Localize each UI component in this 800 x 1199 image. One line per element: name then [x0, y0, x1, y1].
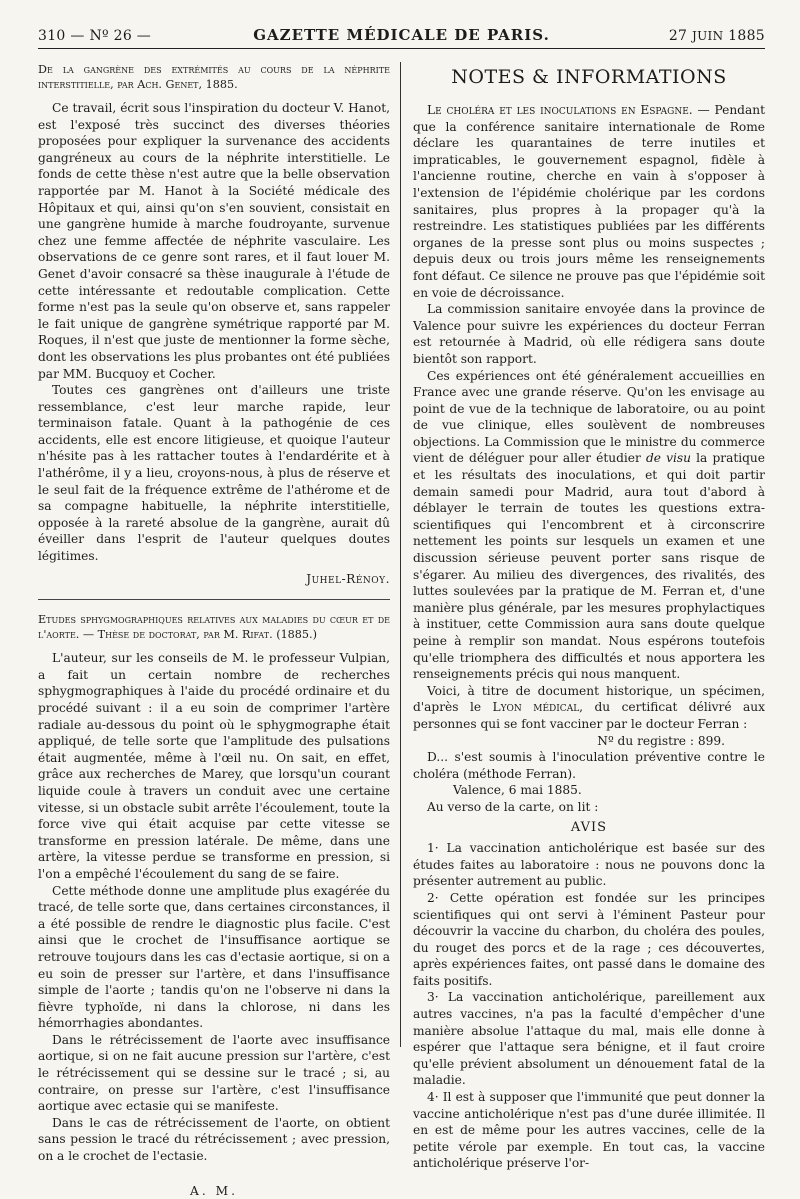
- paragraph: Voici, à titre de document historique, un spécimen, d'après le Lyon médical, du certificat délivré aux personnes qui se font vacciner par le docteur Ferran :: [413, 683, 765, 731]
- avis-item: 1· La vaccination anticholérique est basée sur des études faites au laboratoire : nous ne pouvons donc la présenter autrement au public.: [413, 841, 765, 889]
- avis-item: 2· Cette opération est fondée sur les principes scientifiques qui ont servi à l'éminent Pasteur pour découvrir la vaccine du charbon, du choléra des poules, du rouget des porcs et de la rage ; ces découvertes, après expériences faites, ont passé dans le domaine des faits positifs.: [413, 890, 765, 988]
- newspaper-page: [38, 22, 766, 1198]
- paragraph: L'auteur, sur les conseils de M. le professeur Vulpian, a fait un certain nombre de recherches sphygmographiques à l'aide du procédé ordinaire et du procédé suivant : il a eu soin de comprimer l'artère radiale au-dessous du point où le sphygmographe était appliqué, de telle sorte que l'amplitude des pulsations était augmentée, même à l'œil nu. On sait, en effet, grâce aux recherches de Marey, que lorsqu'un courant liquide coule à travers un conduit avec une certaine vitesse, si un obstacle subit arrête l'écoulement, toute la force vive qui était acquise par cette vitesse se transforme en pression latérale. De même, dans une artère, la vitesse perdue se transforme en pression, si l'on a empêché l'écoulement du sang de se faire.: [38, 651, 390, 881]
- registry-number: Nº du registre : 899.: [597, 733, 725, 748]
- page-number: 310 — Nº 26 —: [38, 28, 152, 44]
- paragraph: Le choléra et les inoculations en Espagne. — Pendant que la conférence sanitaire internationale de Rome déclare les quarantaines de terre inutiles et impraticables, le gouvernement espagnol, fidèle à l'ancienne routine, cherche en vain à s'opposer à l'extension de l'épidémie cholérique par les cordons sanitaires, plus propres à la propager qu'à la restreindre. Les statistiques publiées par les différents organes de la presse sont plus ou moins suspectes ; depuis deux ou trois jours même les renseignements font défaut. Ce silence ne prouve pas que l'épidémie soit en voie de décroissance.: [413, 103, 766, 300]
- avis-item: 3· La vaccination anticholérique, pareillement aux autres vaccines, n'a pas la faculté d'empêcher d'une manière absolue l'attaque du mal, mais elle donne à espérer que l'attaque sera bénigne, et il faut croire qu'elle prévient absolument un dénouement fatal de la maladie.: [413, 990, 765, 1088]
- signature: A. M.: [190, 1183, 238, 1198]
- place-date: Valence, 6 mai 1885.: [453, 783, 582, 798]
- issue-date: 27 JUIN 1885: [668, 28, 765, 44]
- paragraph: Dans le cas de rétrécissement de l'aorte, on obtient sans pession le tracé du rétrécissement ; avec pression, on a le crochet de l'ectasie.: [38, 1115, 390, 1164]
- paragraph: Toutes ces gangrènes ont d'ailleurs une triste ressemblance, c'est leur marche rapide, leur terminaison fatale. Quant à la pathogénie de ces accidents, elle est encore litigieuse, et quoique l'auteur n'hésite pas à les rattacher toutes à l'endardérite et à l'athérôme, il y a lieu, croyons-nous, à plus de réserve et le seul fait de la fréquence extrême de l'athérome et de sa compagne habituelle, la néphrite interstitielle, opposée à la rareté absolue de la gangrène, aurait dû éveiller dans l'esprit de l'auteur quelques doutes légitimes.: [38, 383, 390, 564]
- journal-title: GAZETTE MÉDICALE DE PARIS.: [253, 26, 550, 44]
- item-title: Le choléra et les inoculations en Espagne.: [427, 103, 693, 117]
- right-column: [413, 62, 766, 1171]
- section-title: NOTES & INFORMATIONS: [451, 66, 727, 88]
- avis-heading: AVIS: [570, 819, 608, 835]
- signature: Juhel-Rénoy.: [306, 571, 390, 586]
- paragraph: La commission sanitaire envoyée dans la province de Valence pour suivre les expériences du docteur Ferran est retournée à Madrid, où elle rédigera sans doute bientôt son rapport.: [413, 302, 765, 366]
- article-title: De la gangrène des extrémités au cours de la néphrite interstitielle, par Ach. Genet, 1885.: [38, 63, 390, 91]
- left-column: [38, 62, 390, 1198]
- paragraph: Ce travail, écrit sous l'inspiration du docteur V. Hanot, est l'exposé très succinct des diverses théories proposées pour expliquer la survenance des accidents gangréneux au cours de la néphrite interstitielle. Le fonds de cette thèse n'est autre que la belle observation rapportée par M. Hanot à la Société médicale des Hôpitaux et qui, ainsi qu'on s'en souvient, consistait en une gangrène humide à marche foudroyante, survenue chez une femme affectée de néphrite vasculaire. Les observations de ce genre sont rares, et il faut louer M. Genet d'avoir consacré sa thèse inaugurale à l'étude de cette intéressante et redoutable complication. Cette forme n'est pas la seule qu'on observe et, sans rappeler le fait unique de gangrène symétrique rapporté par M. Roques, il n'est que juste de mentionner la forme sèche, dont les observations les plus probantes ont été publiées par MM. Bucquoy et Cocher.: [38, 101, 390, 381]
- column-rule: [400, 62, 401, 1047]
- columns: [38, 62, 766, 1198]
- avis-item: 4· Il est à supposer que l'immunité que peut donner la vaccine anticholérique n'est pas d'une durée illimitée. Il en est de même pour les autres vaccines, celle de la petite vérole par exemple. En tout cas, la vaccine anticholérique préserve l'or-: [413, 1090, 765, 1171]
- article-title: Etudes sphygmographiques relatives aux maladies du cœur et de l'aorte. — Thèse de doctorat, par M. Rifat. (1885.): [38, 613, 390, 642]
- certificate-line: D... s'est soumis à l'inoculation préventive contre le choléra (méthode Ferran).: [413, 750, 765, 781]
- paragraph: Ces expériences ont été généralement accueillies en France avec une grande réserve. Qu'on les envisage au point de vue de la technique de laboratoire, ou au point de vue clinique, elles soulèvent de nombreuses objections. La Commission que le ministre du commerce vient de déléguer pour aller étudier de visu la pratique et les résultats des inoculations, et qui doit partir demain samedi pour Madrid, aura tout d'abord à déblayer le terrain de toutes les questions extra-scientifiques qui l'encombrent et à circonscrire nettement les points sur lesquels un examen et une discussion sérieuse peuvent porter sans risque de s'égarer. Au milieu des divergences, des rivalités, des luttes soulevées par la pratique de M. Ferran et, d'une manière plus générale, par les mesures prophylactiques à instituer, cette Commission aura sans doute quelque peine à remplir son mandat. Nous espérons toutefois qu'elle triomphera des difficultés et nous apportera les renseignements précis qui nous manquent.: [413, 368, 765, 682]
- page-header: [38, 22, 765, 49]
- verso-line: Au verso de la carte, on lit :: [427, 799, 599, 814]
- paragraph: Cette méthode donne une amplitude plus exagérée du tracé, de telle sorte que, dans certaines circonstances, il a été possible de rendre le diagnostic plus facile. C'est ainsi que le crochet de l'insuffisance aortique se retrouve toujours dans les cas d'ectasie aortique, si on a eu soin de presser sur l'artère, et dans l'insuffisance simple de l'aorte ; tandis qu'on ne l'observe ni dans la fièvre typhoïde, ni dans la chlorose, ni dans les hémorrhagies abondantes.: [38, 883, 390, 1031]
- paragraph: Dans le rétrécissement de l'aorte avec insuffisance aortique, si on ne fait aucune pression sur l'artère, c'est le rétrécissement qui se dessine sur le tracé ; si, au contraire, on presse sur l'artère, c'est l'insuffisance aortique avec ectasie qui se manifeste.: [38, 1032, 390, 1114]
- article-separator: [38, 599, 390, 600]
